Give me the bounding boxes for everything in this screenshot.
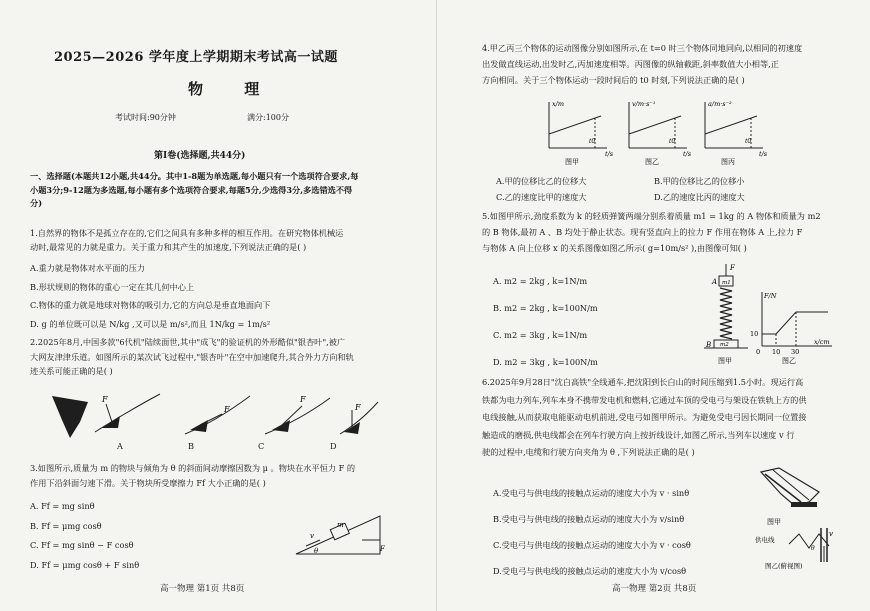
exam-title: 2025—2026 学年度上学期期末考试高一试题 [54, 50, 338, 65]
option-b[interactable]: B.受电弓与供电线的接触点运动的速度大小为 v/sinθ [493, 514, 685, 524]
option-c[interactable]: C.乙的速度比甲的速度大 [496, 191, 587, 202]
option-b[interactable]: B.形状规则的物体的重心一定在其几何中心上 [30, 281, 195, 292]
figure-caption-b: 图乙 [782, 357, 796, 365]
section-heading: 第Ⅰ卷(选择题,共44分) [154, 151, 246, 161]
angle-label: θ [811, 545, 815, 552]
graph3-caption: 图丙 [721, 158, 735, 166]
force-label: F [102, 395, 108, 404]
question-6 [482, 374, 807, 462]
graph3-ylabel: a/m·s⁻² [708, 100, 732, 108]
option-b[interactable]: B. m2 = 2kg , k=100N/m [493, 303, 598, 313]
question-stem: 5.如图甲所示,劲度系数为 k 的轻质弹簧两端分别系着质量 m1 = 1kg 的 A 物体和质量为 m2 [482, 211, 821, 221]
q2-label-c[interactable]: C [258, 441, 265, 451]
pantograph-frame [761, 468, 819, 506]
instruction-line: 一、选择题(本题共12小题,共44分。其中1-8题为单选题,每小题只有一个选项符合要求,每 [30, 171, 359, 181]
spring [720, 288, 732, 339]
zigzag-wire [789, 534, 829, 548]
question-2 [30, 335, 354, 379]
block-a-label: A [712, 278, 718, 286]
figure-caption-b: 图乙(俯视图) [765, 562, 803, 570]
graph-xtick: 10 [772, 348, 781, 356]
graph-origin: 0 [756, 348, 761, 356]
option-c[interactable]: C.物体的重力就是地球对物体的吸引力,它的方向总是垂直地面向下 [30, 300, 271, 310]
instruction-line: 小题3分;9-12题为多选题,每小题有多个选项符合要求,每题5分,少选得3分,多选错选不得 [30, 184, 353, 195]
question-stem: 大网友津津乐道。如图所示的某次试飞过程中,"银杏叶"在空中加速爬升,其合外力方向和轨 [30, 351, 354, 362]
q6-options [493, 480, 691, 584]
full-score: 满分:100分 [247, 113, 289, 122]
q4-graphs [545, 96, 775, 166]
q5-options [493, 268, 598, 376]
force-label: F [730, 264, 735, 272]
velocity-label: v [829, 530, 833, 538]
question-stem: 触造成的磨损,供电线都会在列车行驶方向上按折线设计,如图乙所示,当列车以速度 v 行 [482, 429, 795, 440]
graph1-t0: t0 [589, 138, 596, 145]
graph2-t0: t0 [669, 138, 676, 145]
q2-figure [40, 388, 380, 450]
graph-ylabel: F/N [764, 292, 777, 300]
force-label: F [224, 405, 230, 414]
option-a[interactable]: A.重力就是物体对水平面的压力 [30, 263, 145, 273]
graph1-caption: 图甲 [565, 158, 579, 166]
question-stem: 动时,最常见的力就是重力。关于重力和其产生的加速度,下列说法正确的是( ) [30, 242, 307, 252]
option-c[interactable]: C. Ff = mg sinθ − F cosθ [30, 540, 134, 550]
question-stem: 方向相同。关于三个物体运动一段时间后的 t0 时刻,下列说法正确的是( ) [482, 75, 745, 85]
velocity-label: v [310, 532, 314, 540]
question-stem: 4.甲乙丙三个物体的运动图像分别如图所示,在 t=0 时三个物体同地同向,以相同的初速度 [482, 43, 803, 53]
force-label: F [300, 395, 306, 404]
graph2-line [629, 116, 681, 134]
page-footer: 高一物理 第2页 共8页 [612, 584, 697, 594]
graph1-xlabel: t/s [605, 150, 614, 158]
ginkgo-silhouette-icon [52, 396, 88, 438]
option-a[interactable]: A.甲的位移比乙的位移大 [496, 176, 587, 186]
instruction-line: 分) [30, 198, 43, 208]
option-d[interactable]: D. m2 = 3kg , k=100N/m [493, 357, 598, 367]
velocity-arrow [306, 540, 320, 546]
graph-segment-rise [776, 312, 796, 334]
question-stem: 出发做直线运动,出发时乙,丙加速度相等。丙图像的纵轴截距,斜率数值大小相等,正 [482, 59, 779, 69]
mass-label: m [337, 521, 344, 529]
graph-xtick: 30 [791, 348, 800, 356]
question-stem: 迹关系可能正确的是( ) [30, 366, 113, 376]
force-arrow-b [106, 404, 112, 422]
question-5 [482, 208, 821, 256]
option-d[interactable]: D.乙的速度比丙的速度大 [654, 191, 745, 202]
option-d[interactable]: D. g 的单位既可以是 N/kg ,又可以是 m/s²,而且 1N/kg = 1m/s² [30, 318, 271, 329]
graph-ytick: 10 [750, 330, 759, 338]
graph3-xlabel: t/s [759, 150, 768, 158]
q6-figure [745, 462, 850, 574]
question-stem: 6.2025年9月28日"沈白高铁"全线通车,把沈阳到长白山的时间压缩到1.5小时。现运行高 [482, 377, 804, 387]
option-a[interactable]: A. m2 = 2kg , k=1N/m [493, 276, 588, 286]
q5-figure [700, 262, 840, 372]
question-stem: 驶的过程中,电缆和行驶方向夹角为 θ ,下列说法正确的是( ) [482, 447, 695, 457]
option-a[interactable]: A. Ff = mg sinθ [30, 501, 95, 511]
q2-label-b[interactable]: B [188, 441, 195, 451]
question-stem: 2.2025年8月,中国多款"6代机"陆续面世,其中"成飞"的验证机的外形酷似"银杏叶",被广 [30, 337, 346, 347]
question-stem: 作用下沿斜面匀速下滑。关于物块所受摩擦力 Ff 大小正确的是( ) [30, 478, 266, 488]
force-label: F [355, 403, 361, 412]
question-4 [482, 40, 802, 88]
option-d[interactable]: D.受电弓与供电线的接触点运动的速度大小为 v/cosθ [493, 566, 687, 576]
graph1-ylabel: x/m [552, 100, 565, 108]
question-stem: 铁都为电力列车,列车本身不携带发电机和燃料,它通过车顶的受电弓与架设在铁轨上方的供 [482, 394, 807, 405]
option-a[interactable]: A.受电弓与供电线的接触点运动的速度大小为 v · sinθ [493, 488, 690, 498]
graph2-ylabel: v/m·s⁻¹ [632, 100, 656, 108]
force-label: F [380, 545, 385, 553]
graph2-caption: 图乙 [645, 158, 659, 166]
page-divider [436, 0, 437, 611]
block-a-mass: m1 [722, 280, 731, 286]
q4-options-right [654, 174, 745, 205]
q2-label-d[interactable]: D [330, 441, 337, 451]
exam-time: 考试时间:90分钟 [115, 113, 176, 122]
supply-wire-label: 供电线 [755, 536, 775, 544]
option-b[interactable]: B.甲的位移比乙的位移小 [654, 176, 745, 186]
question-stem: 1.自然界的物体不是孤立存在的,它们之间具有多种多样的相互作用。在研究物体机械运 [30, 228, 344, 238]
option-b[interactable]: B. Ff = μmg cosθ [30, 520, 102, 531]
instructions [30, 170, 358, 211]
block-b-mass: m2 [720, 342, 729, 348]
graph-xlabel: x/cm [814, 338, 830, 346]
graph2-xlabel: t/s [683, 150, 692, 158]
graph1-line [549, 116, 601, 134]
graph3-t0: t0 [745, 138, 752, 145]
graph3-line [705, 116, 757, 134]
question-stem: 的 B 物体,最初 A 、B 均处于静止状态。现有竖直向上的拉力 F 作用在物体 A 上,拉力 F [482, 227, 803, 237]
question-stem: 电线接触,从而获取电能驱动电机前进,受电弓如图甲所示。为避免受电弓因长期同一位置接 [482, 412, 807, 422]
aircraft-d-icon [272, 420, 290, 432]
option-c[interactable]: C.受电弓与供电线的接触点运动的速度大小为 v · cosθ [493, 540, 691, 550]
option-c[interactable]: C. m2 = 3kg , k=1N/m [493, 330, 588, 340]
question-stem: 3.如图所示,质量为 m 的物块与倾角为 θ 的斜面间动摩擦因数为 μ 。物块在水平恒力 F 的 [30, 463, 356, 473]
page-footer: 高一物理 第1页 共8页 [160, 584, 245, 594]
q2-label-a[interactable]: A [117, 441, 123, 451]
subject-title: 物 理 [188, 80, 278, 98]
question-stem: 与物体 A 向上位移 x 的关系图像如图乙所示( g=10m/s² ),由图像可知( ) [482, 243, 747, 253]
force-arrow-c [200, 414, 222, 425]
option-d[interactable]: D. Ff = μmg cosθ + F sinθ [30, 559, 140, 570]
pantograph-base-icon [791, 502, 817, 507]
q4-options [496, 174, 586, 205]
question-1 [30, 226, 343, 333]
figure-caption-a: 图甲 [718, 357, 732, 365]
figure-caption-a: 图甲 [767, 518, 781, 526]
block-b-label: B [706, 341, 712, 349]
q3-incline-figure [292, 512, 392, 558]
angle-label: θ [314, 547, 319, 555]
